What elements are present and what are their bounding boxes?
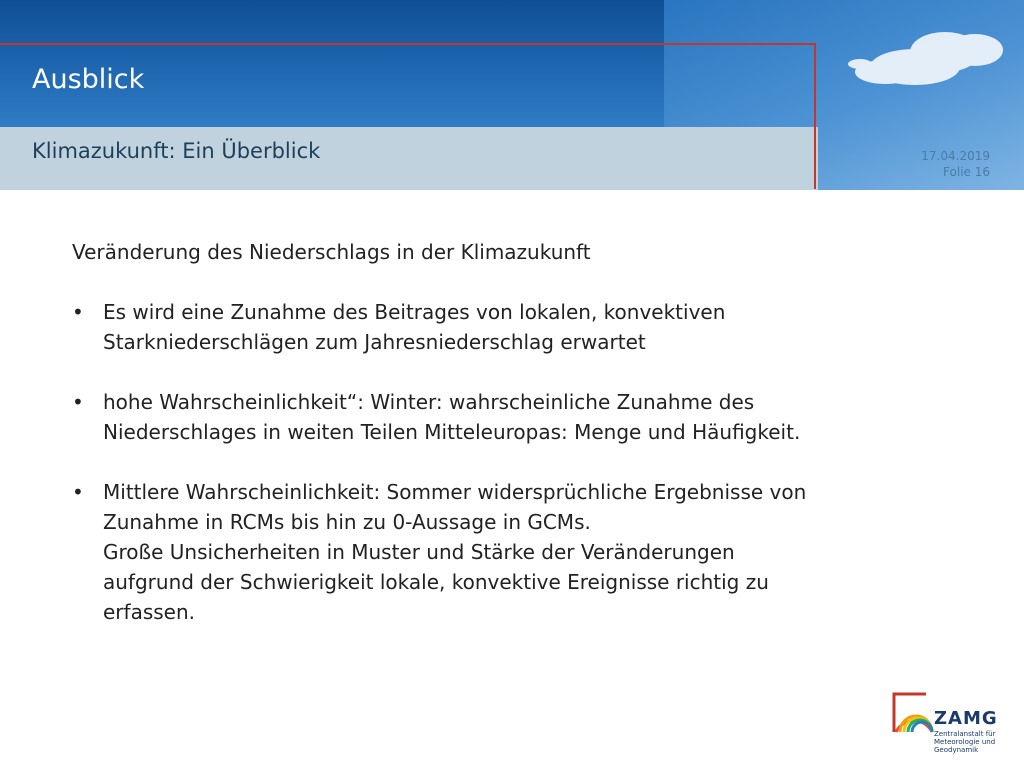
slide-number: Folie 16: [943, 165, 990, 179]
slide-title: Ausblick: [32, 64, 145, 95]
bullet-line: aufgrund der Schwierigkeit lokale, konvektive Ereignisse richtig zu: [103, 570, 769, 594]
slide-subtitle: Klimazukunft: Ein Überblick: [32, 139, 321, 163]
zamg-logo: [886, 688, 996, 758]
bullet-item: [72, 477, 852, 627]
bullet-line: Zunahme in RCMs bis hin zu 0-Aussage in GCMs.: [103, 510, 591, 534]
bullet-line: Starkniederschlägen zum Jahresniederschlag erwartet: [103, 330, 646, 354]
bullet-line: • Mittlere Wahrscheinlichkeit: Sommer widersprüchliche Ergebnisse von: [103, 480, 807, 504]
bullet-list: [72, 297, 852, 627]
bullet-line: Niederschlages in weiten Teilen Mitteleuropas: Menge und Häufigkeit.: [103, 420, 801, 444]
bullet-line: • Es wird eine Zunahme des Beitrages von lokalen, konvektiven: [103, 300, 726, 324]
bullet-line: • hohe Wahrscheinlichkeit“: Winter: wahrscheinliche Zunahme des: [103, 390, 755, 414]
slide-meta: [921, 148, 990, 180]
logo-name: ZAMG: [934, 708, 998, 729]
bullet-line: erfassen.: [103, 600, 196, 624]
rainbow-logo-icon: [886, 688, 934, 736]
slide-content: [72, 237, 852, 657]
slide-date: 17.04.2019: [921, 149, 990, 163]
logo-tagline: Zentralanstalt für Meteorologie und Geodynamik: [934, 730, 996, 754]
bullet-item: [72, 297, 852, 357]
bullet-item: [72, 387, 852, 447]
cloud-icon: [840, 22, 1010, 102]
content-heading: Veränderung des Niederschlags in der Klimazukunft: [72, 240, 591, 264]
bullet-line: Große Unsicherheiten in Muster und Stärke der Veränderungen: [103, 540, 735, 564]
